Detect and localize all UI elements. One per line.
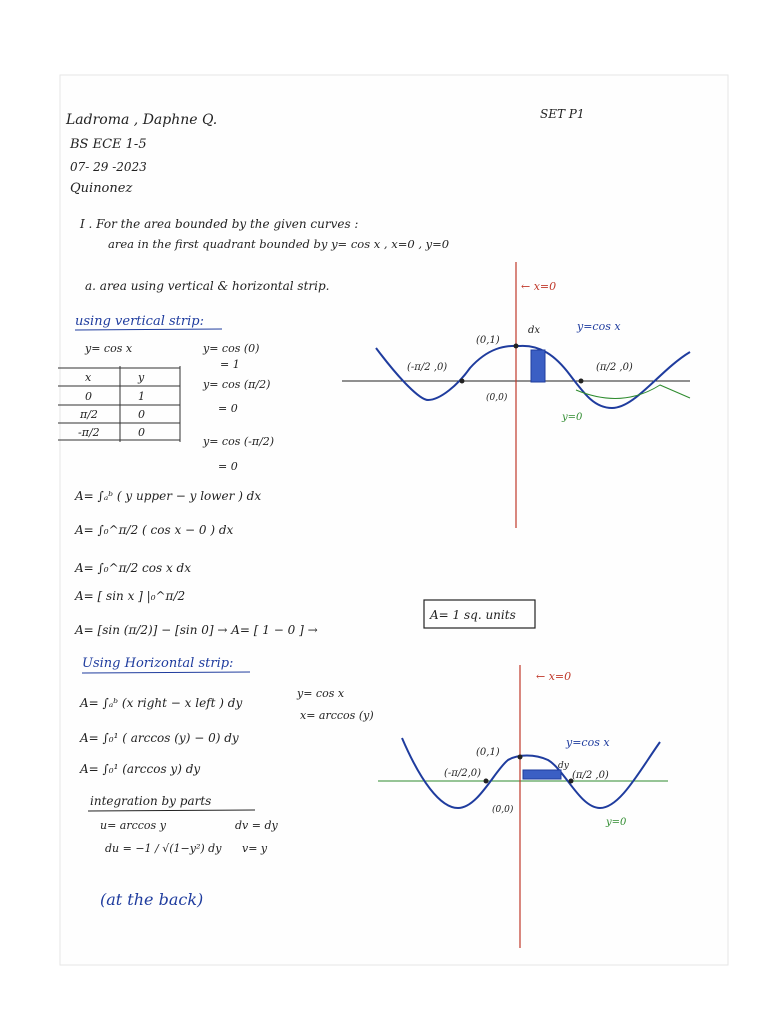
point-label: (π/2 ,0) — [596, 362, 633, 373]
point-label: (π/2 ,0) — [572, 770, 609, 781]
point-neg-pi — [484, 779, 489, 784]
table-cell: 0 — [138, 426, 145, 439]
eval-line: y= cos (0) — [203, 342, 260, 355]
point-label: (-π/2,0) — [444, 768, 482, 779]
y0-label: y=0 — [606, 817, 627, 828]
table-header-x: x — [85, 371, 92, 384]
result-text: A= 1 sq. units — [430, 608, 516, 622]
ibp-line: dv = dy — [235, 819, 278, 832]
point-label: (0,1) — [476, 335, 500, 346]
ibp-line: u= arccos y — [100, 819, 166, 832]
point-label: (0,0) — [492, 805, 514, 815]
vertical-heading: using vertical strip: — [75, 314, 204, 329]
course: BS ECE 1-5 — [70, 137, 147, 152]
x0-label: ← x=0 — [521, 280, 557, 293]
equation-line: A= ∫ₐᵇ (x right − x left ) dy — [80, 696, 243, 710]
point-neg-pi — [460, 379, 465, 384]
student-name: Ladroma , Daphne Q. — [66, 112, 218, 128]
point-label: (-π/2 ,0) — [407, 362, 448, 373]
side-line: y= cos x — [297, 687, 345, 700]
equation-line: A= ∫₀¹ ( arccos (y) − 0) dy — [80, 731, 239, 745]
table-cell: -π/2 — [78, 426, 100, 439]
point-pos-pi — [579, 379, 584, 384]
point-label: (0,0) — [486, 393, 508, 403]
equation-line: A= ∫ₐᵇ ( y upper − y lower ) dx — [75, 489, 262, 503]
back-note: (at the back) — [100, 890, 204, 909]
signature: Quinonez — [70, 181, 133, 196]
horizontal-strip — [523, 770, 561, 779]
table-cell: 0 — [138, 408, 145, 421]
x0-label: ← x=0 — [536, 670, 572, 683]
problem-line-1: I . For the area bounded by the given curves : — [80, 217, 359, 231]
set-label: SET P1 — [540, 107, 585, 121]
problem-line-2: area in the first quadrant bounded by y= cos x , x=0 , y=0 — [108, 237, 450, 251]
eval-line: = 0 — [218, 402, 238, 415]
point-0-1 — [518, 755, 523, 760]
eval-line: = 0 — [218, 460, 238, 473]
part-a: a. area using vertical & horizontal strip. — [85, 279, 330, 293]
table-header-y: y — [138, 371, 145, 384]
table-cell: 1 — [138, 390, 145, 403]
function-label: y= cos x — [85, 342, 133, 355]
equation-line: A= ∫₀¹ (arccos y) dy — [80, 762, 201, 776]
dy-label: dy — [558, 761, 569, 771]
point-label: (0,1) — [476, 747, 500, 758]
horizontal-heading: Using Horizontal strip: — [82, 656, 234, 671]
ibp-line: du = −1 / √(1−y²) dy — [105, 842, 222, 855]
equation-line: A= [sin (π/2)] − [sin 0] → A= [ 1 − 0 ] → — [75, 623, 318, 637]
vertical-strip — [531, 350, 545, 382]
eval-line: y= cos (-π/2) — [203, 435, 275, 448]
eval-line: = 1 — [220, 358, 240, 371]
date: 07- 29 -2023 — [70, 160, 147, 174]
side-line: x= arccos (y) — [300, 709, 374, 722]
equation-line: A= ∫₀^π/2 ( cos x − 0 ) dx — [75, 523, 234, 537]
equation-line: A= [ sin x ] |₀^π/2 — [75, 589, 186, 603]
eval-line: y= cos (π/2) — [203, 378, 271, 391]
y0-label: y=0 — [562, 412, 583, 423]
cos-label: y=cos x — [566, 736, 610, 749]
point-0-1 — [514, 344, 519, 349]
dx-label: dx — [528, 325, 541, 336]
ibp-line: v= y — [242, 842, 268, 855]
table-cell: π/2 — [80, 408, 98, 421]
table-cell: 0 — [85, 390, 92, 403]
ibp-heading: integration by parts — [90, 794, 212, 808]
cos-label: y=cos x — [577, 320, 621, 333]
equation-line: A= ∫₀^π/2 cos x dx — [75, 561, 191, 575]
